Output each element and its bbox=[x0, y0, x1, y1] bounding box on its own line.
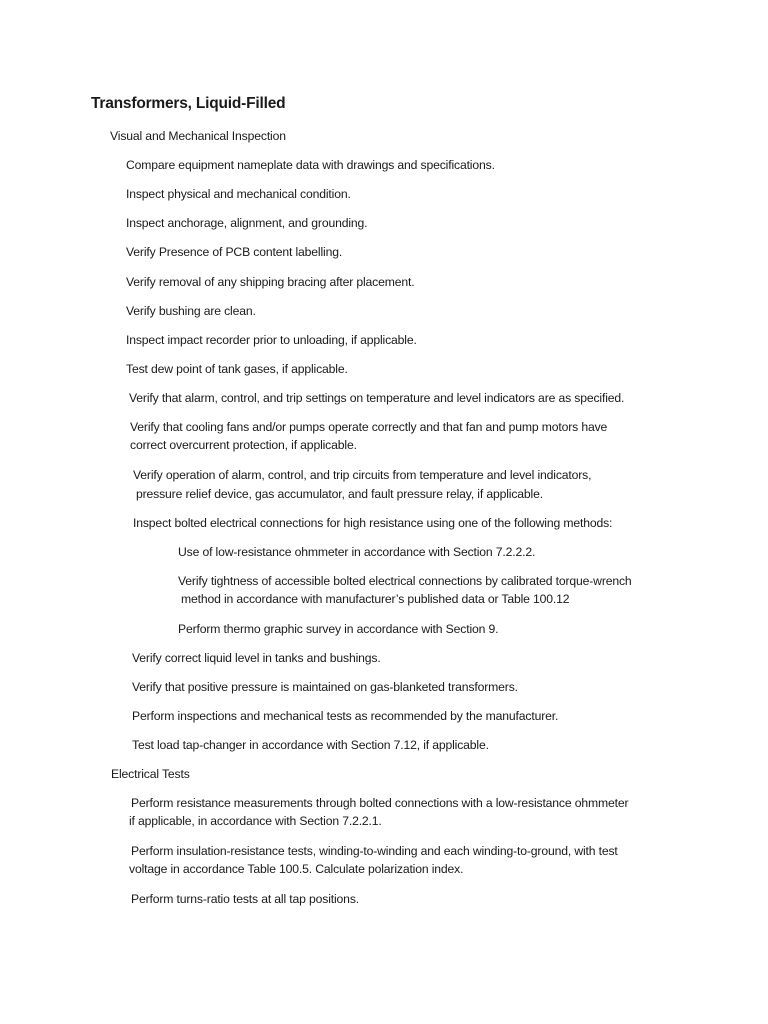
item-text: Verify that cooling fans and/or pumps operate correctly and that fan and pump motors have bbox=[130, 420, 608, 434]
sub-item-text-continuation: method in accordance with manufacturer’s published data or Table 100.12 bbox=[181, 592, 570, 606]
section-title: Electrical Tests bbox=[111, 767, 190, 781]
item-text: Perform turns-ratio tests at all tap positions. bbox=[131, 892, 359, 906]
item-text-continuation: pressure relief device, gas accumulator, and fault pressure relay, if applicable. bbox=[136, 487, 543, 501]
sub-item-text: Use of low-resistance ohmmeter in accordance with Section 7.2.2.2. bbox=[178, 545, 536, 559]
item-text-continuation: if applicable, in accordance with Section 7.2.2.1. bbox=[129, 814, 382, 828]
item-text: Compare equipment nameplate data with drawings and specifications. bbox=[126, 158, 495, 172]
item-text: Test dew point of tank gases, if applicable. bbox=[126, 362, 348, 376]
item-text: Verify correct liquid level in tanks and bushings. bbox=[132, 651, 381, 665]
item-text: Perform resistance measurements through bolted connections with a low-resistance ohmmeter bbox=[131, 796, 629, 810]
item-text: Verify that positive pressure is maintained on gas-blanketed transformers. bbox=[132, 680, 518, 694]
item-text: Perform inspections and mechanical tests as recommended by the manufacturer. bbox=[132, 709, 559, 723]
item-text: Verify operation of alarm, control, and trip circuits from temperature and level indicators, bbox=[133, 468, 592, 482]
item-text: Verify bushing are clean. bbox=[126, 304, 256, 318]
sub-item-text: Verify tightness of accessible bolted electrical connections by calibrated torque-wrench bbox=[178, 574, 632, 588]
document-title: Transformers, Liquid-Filled bbox=[91, 95, 286, 112]
section-title: Visual and Mechanical Inspection bbox=[110, 129, 286, 143]
item-text: Test load tap-changer in accordance with Section 7.12, if applicable. bbox=[132, 738, 489, 752]
item-text: Perform insulation-resistance tests, winding-to-winding and each winding-to-ground, with test bbox=[131, 844, 618, 858]
item-text-continuation: voltage in accordance Table 100.5. Calculate polarization index. bbox=[129, 862, 464, 876]
sub-item-text: Perform thermo graphic survey in accordance with Section 9. bbox=[178, 622, 499, 636]
item-text: Inspect physical and mechanical condition. bbox=[126, 187, 351, 201]
item-text: Inspect anchorage, alignment, and grounding. bbox=[126, 216, 368, 230]
item-text: Inspect impact recorder prior to unloading, if applicable. bbox=[126, 333, 417, 347]
item-text: Verify Presence of PCB content labelling. bbox=[126, 245, 343, 259]
item-text: Verify that alarm, control, and trip settings on temperature and level indicators are as specified. bbox=[129, 391, 625, 405]
item-text-continuation: correct overcurrent protection, if applicable. bbox=[130, 438, 357, 452]
item-text: Inspect bolted electrical connections for high resistance using one of the following methods: bbox=[133, 516, 613, 530]
item-text: Verify removal of any shipping bracing after placement. bbox=[126, 275, 415, 289]
